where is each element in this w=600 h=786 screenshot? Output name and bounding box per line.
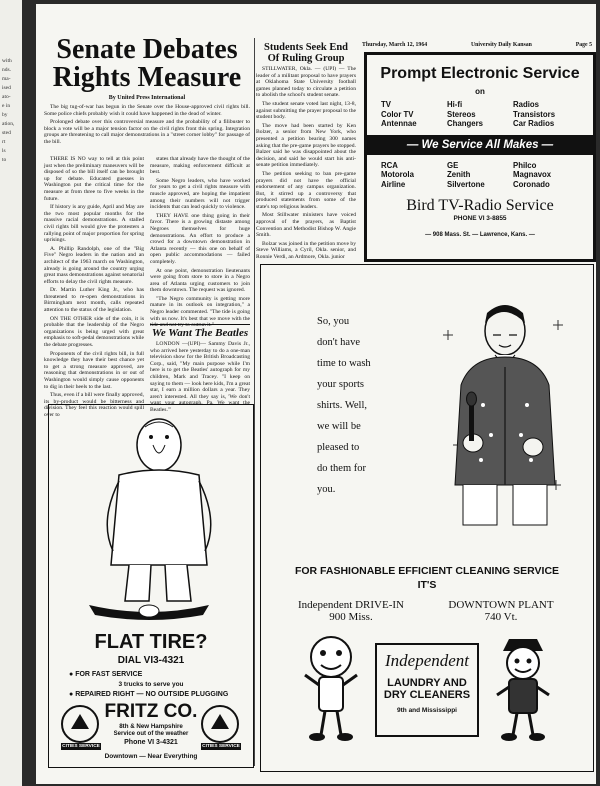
- tv-ad-item: TV: [381, 100, 391, 109]
- prev-page-fragment: ised: [2, 85, 11, 91]
- tv-ad-title: Prompt Electronic Service: [380, 65, 580, 82]
- tv-ad-item: Car Radios: [513, 119, 555, 128]
- fritz-co-ad: [48, 404, 254, 768]
- senate-byline: By United Press International: [108, 95, 186, 101]
- students-paragraph: Bolzar was joined in the petition move by Steve Williams, a Cyril, Okla. senior, and Ronnie Verdi, an Ardmore, Okla. junior: [256, 240, 356, 261]
- cleaning-copy-line: you.: [317, 484, 336, 495]
- tv-ad-item: Radios: [513, 100, 539, 109]
- beatles-headline: We Want The Beatles: [151, 327, 249, 339]
- previous-page-edge: [0, 0, 22, 786]
- students-paragraph: Most Stillwater ministers have voiced approval of the prayers, as Baptist Convention and Methodist Bishop W. Angie Smith.: [256, 212, 356, 239]
- fritz-street: 8th & New Hampshire: [119, 723, 183, 730]
- fritz-bullet-fast: ● FOR FAST SERVICE: [69, 671, 143, 678]
- prev-page-fragment: ls: [2, 148, 6, 154]
- tv-ad-brand: Philco: [513, 160, 537, 170]
- students-paragraph: STILLWATER, Okla. — (UPI) — The leader of a militant proposal to have prayers at Oklahoma State University football games planned today to circulate a petition to abolish the school's student senate.: [256, 66, 356, 99]
- fritz-bullet-repaired: ● REPAIRED RIGHT — NO OUTSIDE PLUGGING: [69, 691, 229, 698]
- tv-ad-on: on: [475, 87, 485, 96]
- cartoon-man-illustration: [69, 415, 229, 625]
- senate-paragraph: If history is any guide, April and May are the two most popular months for the massive racial demonstrations. A stalled civil rights bill would give the protesters a rallying point of major proportion for spring uprisings.: [44, 204, 144, 244]
- fritz-trucks: 3 trucks to serve you: [118, 681, 184, 688]
- senate-paragraph: Some Negro leaders, who have worked for years to get a civil rights measure with muscle approved, are hoping the impatient among their numbers will not trigger incidents that can lead quickly to violence.: [150, 177, 250, 211]
- brand-script: Independent: [384, 651, 470, 670]
- prev-page-fragment: e in: [2, 103, 11, 109]
- students-paragraph: The student senate voted last night, 13-8, against submitting the prayer proposal to the student body.: [256, 100, 356, 121]
- tv-ad-brand: Motorola: [381, 170, 414, 179]
- senate-paragraph: "The Negro community is getting more mature in its outlook on integration," a Negro leader commented. "The tide is going with us now. It's best that we move with the tide and not try to outrun it.": [150, 295, 250, 329]
- cleaning-ad-headline: FOR FASHIONABLE EFFICIENT CLEANING SERVICE: [294, 565, 560, 577]
- tv-ad-item: Transistors: [513, 109, 556, 119]
- students-headline-line2: Of Ruling Group: [267, 53, 345, 64]
- senate-paragraph: Thus, even if a bill were finally approved, its by-product would be bitterness and division. They feel this reaction would spill over to: [44, 392, 144, 418]
- tv-ad-item: Color TV: [381, 109, 414, 119]
- cleaning-location-downtown: [441, 599, 561, 623]
- man-with-microphone-illustration: [433, 295, 573, 545]
- fritz-phone: Phone VI 3-4321: [124, 739, 178, 746]
- fritz-bullet-text: REPAIRED RIGHT — NO OUTSIDE PLUGGING: [75, 691, 229, 698]
- prev-page-fragment: sted: [2, 130, 11, 136]
- cleaning-copy-line: do them for: [317, 463, 366, 474]
- senate-article: [44, 36, 250, 148]
- cleaning-copy-line: shirts. Well,: [317, 400, 368, 411]
- tv-ad-brands-grid: [367, 161, 593, 190]
- senate-column-b: [150, 156, 250, 331]
- prev-page-fragment: ation,: [2, 121, 15, 127]
- location-address: 740 Vt.: [484, 611, 518, 623]
- senate-lead-paragraph: Prolonged debate over this controversial measure and the probability of a filibuster to block a vote will be a major tension factor on the civil rights front this spring. Integration groups are threatening to call major demonstrations in a "street corner lobby" for passage of the bill.: [44, 119, 250, 145]
- cleaning-ad-its: IT'S: [417, 579, 437, 591]
- senate-paragraph: THEY HAVE one thing going in their favor. There is a growing distaste among Negroes themselves for huge demonstrations. An effort to produce a crowd for a downtown demonstration in Atlanta recently — this one on behalf of open public accommodations — failed completely.: [150, 212, 250, 265]
- logo-plate-text: CITIES SERVICE: [202, 744, 240, 749]
- brand-line1: LAUNDRY AND: [387, 677, 467, 689]
- cities-service-logo-right: [201, 705, 241, 750]
- prev-page-fragment: nds.: [2, 67, 12, 73]
- tv-ad-item: Hi-fi: [447, 100, 463, 109]
- fritz-headline: FLAT TIRE?: [94, 631, 208, 653]
- tv-ad-phone: PHONE VI 3-8855: [453, 215, 507, 222]
- cleaning-service-ad: [260, 264, 594, 772]
- tv-radio-service-ad: [364, 52, 596, 262]
- fritz-tagline: Downtown — Near Everything: [104, 753, 198, 760]
- students-paragraph: The move had been started by Ken Bolzer, a senior from New York, who presented a petition bearing 300 names asking that the pre-game prayers be stopped. Balzer said he was disappointed about the decision, and said he would start his anti-senate petition immediately.: [256, 122, 356, 169]
- location-address: 900 Miss.: [329, 611, 373, 623]
- students-article: [256, 36, 356, 263]
- cleaning-copy-line: So, you: [317, 316, 350, 327]
- senate-lead-paragraph: The big tug-of-war has begun in the Senate over the House-approved civil rights bill. Some police chiefs probably wish it could have happened in the dead of winter.: [44, 104, 250, 117]
- tv-ad-brand: RCA: [381, 160, 398, 170]
- senate-paragraph: states that already have the thought of the measure, making enforcement difficult at best.: [150, 156, 250, 176]
- newspaper-page: [36, 4, 596, 784]
- tv-ad-brand: Magnavox: [513, 170, 552, 179]
- prev-page-fragment: by: [2, 112, 8, 118]
- fritz-service: Service out of the weather: [113, 731, 189, 737]
- cleaning-copy-line: don't have: [317, 337, 361, 348]
- prev-page-fragment: ma-: [2, 76, 11, 82]
- fritz-dial: DIAL VI3-4321: [117, 655, 185, 666]
- header-paper: University Daily Kansan: [470, 42, 532, 48]
- brand-address: 9th and Mississippi: [397, 707, 457, 714]
- laundry-brand-box: [375, 643, 479, 737]
- cleaning-copy-line: time to wash: [317, 358, 371, 369]
- tv-ad-item: Changers: [447, 119, 483, 128]
- senate-paragraph: A. Phillip Randolph, one of the "Big Five" Negro leaders in the nation and an architect of the 1963 march on Washington, already is going around the country urging great mass demonstrations against senatorial efforts to delay the civil rights measure.: [44, 245, 144, 285]
- beatles-article: [150, 324, 250, 416]
- page-header: [362, 42, 592, 48]
- students-paragraph: The petition seeking to ban pre-game prayers did not have the official endorsement of any campus organization. But, it stirred up a controversy that produced statements from some of the state's top religious leaders.: [256, 170, 356, 210]
- students-headline-line1: Students Seek End: [263, 42, 349, 53]
- header-page-number: Page 5: [575, 42, 592, 48]
- tv-ad-shop-name: Bird TV-Radio Service: [406, 197, 554, 214]
- tv-ad-address: — 908 Mass. St. — Lawrence, Kans. —: [425, 232, 535, 238]
- senate-paragraph: Proponents of the civil rights bill, in full knowledge they have their best chance yet to get a strong measure approved, are reasoning that demonstrations in or out of Washington would simply cause opponents to dig in their heels to the last.: [44, 350, 144, 390]
- tv-ad-brand: Zenith: [447, 170, 471, 179]
- fritz-bullet-text: FOR FAST SERVICE: [75, 671, 143, 678]
- location-name: DOWNTOWN PLANT: [448, 599, 554, 611]
- cleaning-ad-copy: [317, 311, 427, 500]
- prev-page-fragment: ato-: [2, 94, 11, 100]
- brand-line2: DRY CLEANERS: [383, 689, 471, 701]
- tv-ad-items-grid: [367, 100, 593, 129]
- mascot-right-illustration: [493, 633, 553, 743]
- cleaning-copy-line: we will be: [317, 421, 361, 432]
- senate-paragraph: At one point, demonstration lieutenants were going from store to store in a Negro area of Atlanta urging customers to join them downtown. The request was ignored.: [150, 267, 250, 294]
- cities-service-emblem-icon: [61, 705, 99, 743]
- beatles-paragraph: LONDON —(UPI)— Sammy Davis Jr., who arrived here yesterday to do a one-man television show for the British Broadcasting Corp., said, "My main purpose while I'm here is to get the Beatles' autograph for my children, Mark and Tracey. "I keep on saying to them — look here kids, I'm a great star, I earn a million dollars a year. They aren't interested. All they say is, 'We don't want your autograph, Pa. We want the Beatles.'": [150, 341, 250, 413]
- header-date: Thursday, March 12, 1964: [362, 42, 428, 48]
- tv-ad-brand: Silvertone: [447, 179, 485, 189]
- senate-paragraph: Dr. Martin Luther King Jr., who has threatened to re-open demonstrations in Birmingham next month, calls repeated attention to the status of the legislation.: [44, 287, 144, 314]
- tv-ad-band: — We Service All Makes —: [367, 135, 593, 155]
- prev-page-fragment: rt: [2, 139, 6, 145]
- tv-ad-brand: Coronado: [513, 179, 550, 189]
- tv-ad-item: Stereos: [447, 109, 476, 119]
- location-name: Independent DRIVE-IN: [298, 599, 404, 611]
- cities-service-emblem-icon: [201, 705, 239, 743]
- senate-headline-line1: Senate Debates: [56, 34, 238, 65]
- senate-paragraph: ON THE OTHER side of the coin, it is probable that the leadership of the Negro organizations is being urged with great emphasis to soft-pedal demonstrations while the debate progresses.: [44, 315, 144, 349]
- senate-headline-line2: Rights Measure: [52, 62, 242, 93]
- prev-page-fragment: to: [2, 157, 7, 163]
- cleaning-location-drive-in: [291, 599, 411, 623]
- tv-ad-brand: Airline: [381, 179, 406, 189]
- prev-page-fragment: with: [2, 58, 12, 64]
- tv-ad-item: Antennae: [381, 119, 417, 128]
- column-rule: [254, 38, 255, 766]
- cities-service-logo-left: [61, 705, 101, 750]
- mascot-left-illustration: [301, 633, 361, 743]
- senate-column-a: [44, 156, 144, 421]
- tv-ad-brand: GE: [447, 160, 459, 170]
- logo-plate-text: CITIES SERVICE: [62, 744, 100, 749]
- fritz-name: FRITZ CO.: [104, 701, 198, 722]
- cleaning-copy-line: pleased to: [317, 442, 360, 453]
- cleaning-copy-line: your sports: [317, 379, 364, 390]
- senate-paragraph: THERE IS NO way to tell at this point just when the preliminary maneuvers will be disposed of so the bill itself can be brought up for debate. Educated guesses in Washington put the critical time for the measure at from three to five weeks in the future.: [44, 156, 144, 202]
